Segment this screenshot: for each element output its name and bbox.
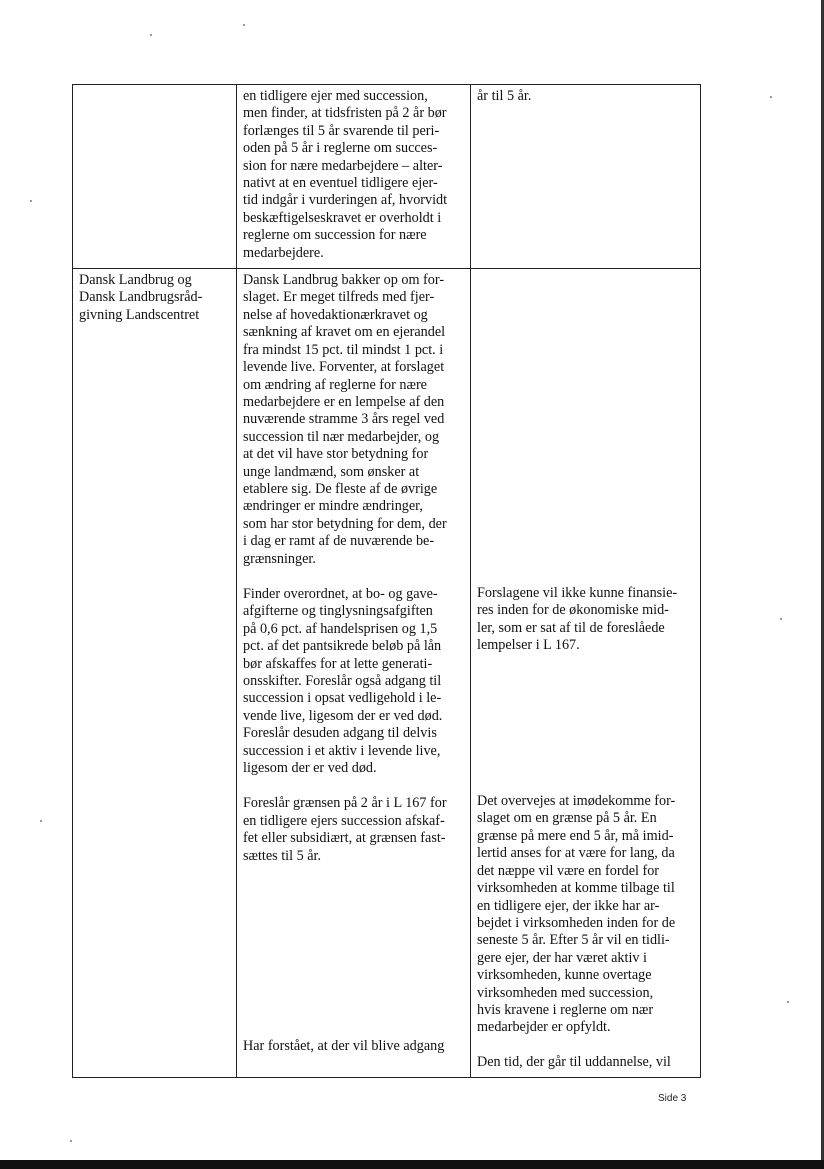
comment-text: Foreslår grænsen på 2 år i L 167 for en tidligere ejers succession afskaf- fet eller subsidiært, at grænsen fast- sættes til 5 år. [243,795,447,864]
comment-cell [237,269,471,1078]
organization-cell [73,269,237,1078]
comment-text: Finder overordnet, at bo- og gave- afgifterne og tinglysningsafgiften på 0,6 pct. af handelsprisen og 1,5 pct. af det pantsikrede beløb på lån bør afskaffes for at lette generati- onsskifter. Foreslår også adgang til succession i opsat vedligehold i le- vende live, ligesom der er ved død. Foreslår desuden adgang til delvis succession i et aktiv i levende live, ligesom der er ved død. [243,585,443,777]
response-text: Det overvejes at imødekomme for- slaget om en grænse på 5 år. En grænse på mere end 5 år, må imid- lertid anses for at være for lang, da det næppe vil være en fordel for virksomheden at komme tilbage til en tidligere ejer, der ikke har ar- bejdet i virksomheden inden for de seneste 5 år. Efter 5 år vil en tidli- gere ejer, der har været aktiv i virksomheden, kunne overtage virksomheden med succession, hvis kravene i reglerne om nær medarbejder er opfyldt. [477,793,676,1036]
comment-text: Har forstået, at der vil blive adgang [243,1038,445,1055]
response-cell [471,85,701,269]
scan-edge-right [815,0,824,1169]
comment-text: Dansk Landbrug bakker op om for- slaget. Er meget tilfreds med fjer- nelse af hovedaktionærkravet og sænkning af kravet om en ejerandel fra mindst 15 pct. til mindst 1 pct. i levende live. Forventer, at forslaget om ændring af reglerne for nære medarbejdere er en lempelse af den nuværende stramme 3 års regel ved succession til nær medarbejder, og at det vil have stor betydning for unge landmænd, som ønsker at etablere sig. De fleste af de øvrige ændringer er mindre ændringer, som har stor betydning for dem, der i dag er ramt af de nuværende be- grænsninger. [243,272,447,567]
scan-speck [770,96,772,98]
page-number: Side 3 [658,1093,687,1104]
hearing-response-table [72,84,701,1078]
response-text: år til 5 år. [477,88,532,104]
organization-cell [73,85,237,269]
comment-text: en tidligere ejer med succession, men finder, at tidsfristen på 2 år bør forlænges til 5 år svarende til peri- oden på 5 år i reglerne om succes- sion for nære medarbejdere – alter- nativt at en eventuel tidligere ejer- tid indgår i vurderingen af, hvorvidt beskæftigelseskravet er overholdt i reglerne om succession for nære medarbejdere. [243,88,448,261]
response-cell [471,269,701,1078]
table-row [73,269,701,1078]
response-text: Forslagene vil ikke kunne finansie- res inden for de økonomiske mid- ler, som er sat af til de foreslåede lempelser i L 167. [477,585,678,654]
scan-edge-bottom [0,1160,824,1169]
scan-speck [70,1140,72,1142]
scan-speck [787,1001,789,1003]
comment-cell [237,85,471,269]
scan-speck [780,618,782,620]
response-text: Den tid, der går til uddannelse, vil [477,1054,671,1071]
scan-speck [40,820,42,822]
scan-speck [30,200,32,202]
table-row [73,85,701,269]
scan-speck [150,34,152,36]
organization-name: Dansk Landbrug og Dansk Landbrugsråd- givning Landscentret [79,272,203,323]
scan-speck [243,24,245,26]
